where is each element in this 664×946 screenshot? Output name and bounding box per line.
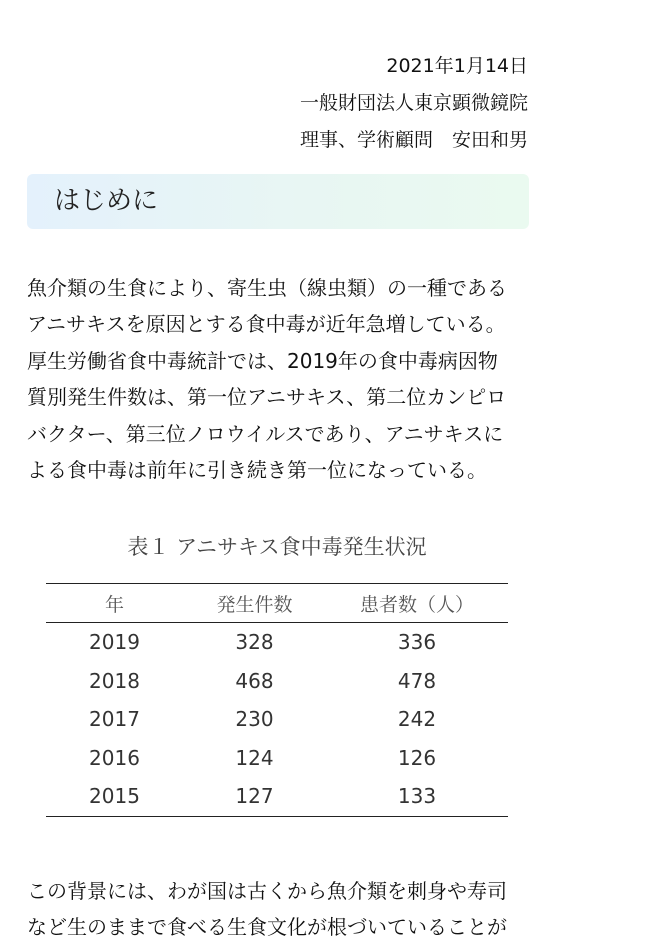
intro-paragraph xyxy=(27,270,532,488)
cell-incidents: 127 xyxy=(183,777,326,816)
table-header-row xyxy=(46,584,508,623)
column-header-year: 年 xyxy=(46,584,183,623)
cell-year: 2015 xyxy=(46,777,183,816)
cell-patients: 242 xyxy=(397,707,437,732)
paragraph-line: 魚介類の生食により、寄生虫（線虫類）の一種である xyxy=(27,276,507,300)
author-name: 理事、学術顧問 安田和男 xyxy=(299,129,528,151)
document-date: 2021年1月14日 xyxy=(386,55,528,77)
column-header-patients: 患者数（人） xyxy=(326,584,508,623)
table-row xyxy=(46,700,508,739)
cell-year: 2019 xyxy=(89,630,140,655)
table-row xyxy=(46,777,508,816)
cell-patients: 336 xyxy=(397,630,437,655)
cell-year: 2018 xyxy=(89,668,140,693)
column-header-incidents: 発生件数 xyxy=(183,584,326,623)
paragraph-line: 厚生労働省食中毒統計では、2019年の食中毒病因物 xyxy=(27,348,498,373)
section-heading: はじめに xyxy=(27,174,529,229)
cell-patients: 478 xyxy=(397,668,437,693)
cell-incidents: 468 xyxy=(235,668,274,693)
cell-incidents: 328 xyxy=(235,630,274,655)
paragraph-line: バクター、第三位ノロウイルスであり、アニサキスに xyxy=(27,421,504,446)
paragraph-line: よる食中毒は前年に引き続き第一位になっている。 xyxy=(27,458,487,483)
cell-year: 2017 xyxy=(89,707,140,732)
paragraph-line: アニサキスを原因とする食中毒が近年急増している。 xyxy=(27,312,506,337)
cell-incidents: 230 xyxy=(235,707,274,732)
cell-patients: 126 xyxy=(397,745,437,770)
anisakis-stats-table xyxy=(46,583,508,817)
document-header xyxy=(300,48,528,159)
table-caption: 表１ アニサキス食中毒発生状況 xyxy=(127,535,427,559)
organization-name: 一般財団法人東京顕微鏡院 xyxy=(299,92,528,114)
cell-year: 2016 xyxy=(89,745,140,770)
paragraph-line: この背景には、わが国は古くから魚介類を刺身や寿司 xyxy=(27,879,507,903)
table-row xyxy=(46,739,508,778)
table-row xyxy=(46,623,508,662)
table-row xyxy=(46,662,508,701)
paragraph-line: 質別発生件数は、第一位アニサキス、第二位カンピロ xyxy=(27,385,507,410)
second-paragraph xyxy=(27,873,532,946)
paragraph-line: など生のままで食べる生食文化が根づいていることが xyxy=(27,915,507,940)
cell-incidents: 124 xyxy=(235,745,274,770)
cell-patients: 133 xyxy=(326,777,508,816)
